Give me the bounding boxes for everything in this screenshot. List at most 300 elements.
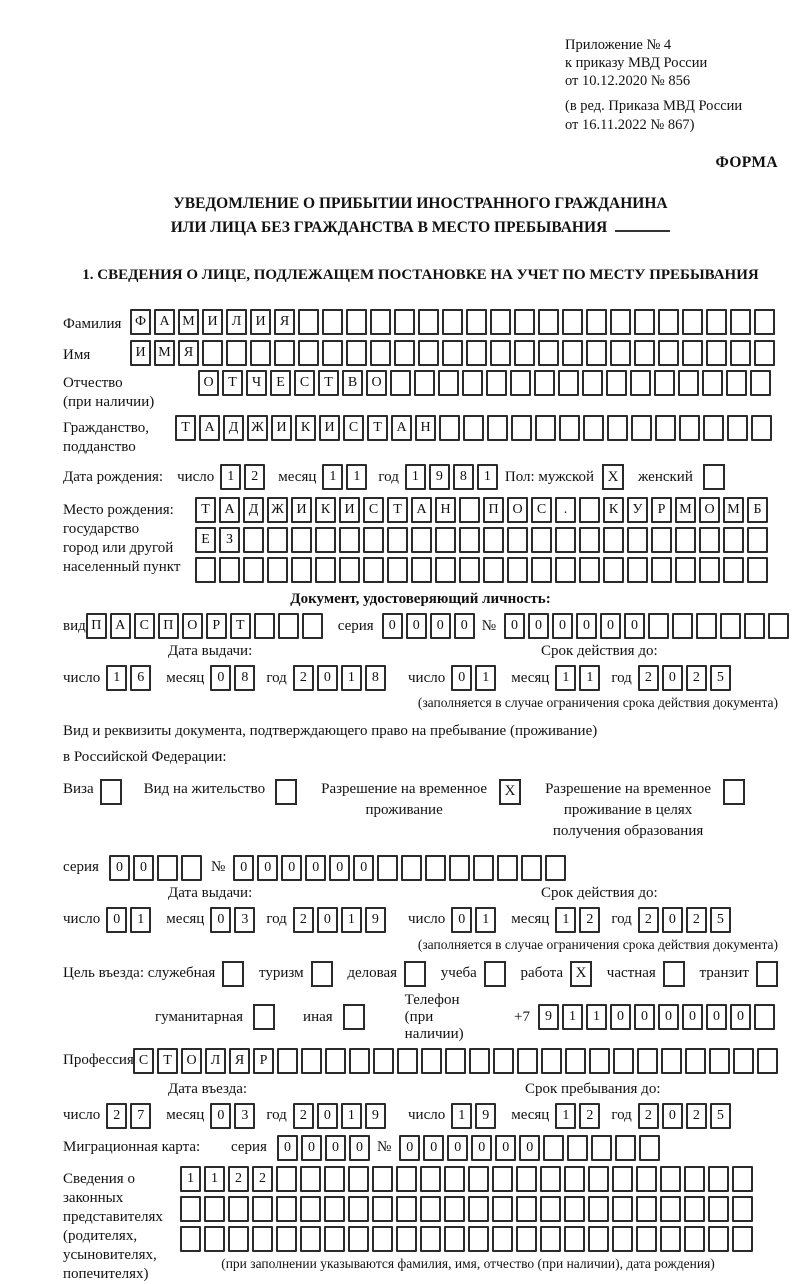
form-cell[interactable]: 0: [706, 1004, 727, 1030]
form-cell[interactable]: [545, 855, 566, 881]
form-cell[interactable]: [204, 1226, 225, 1252]
form-cell[interactable]: [267, 557, 288, 583]
form-cell[interactable]: [726, 370, 747, 396]
form-cell[interactable]: 9: [429, 464, 450, 490]
form-cell[interactable]: [463, 415, 484, 441]
form-cell[interactable]: [708, 1196, 729, 1222]
form-cell[interactable]: 1: [341, 1103, 362, 1129]
form-cell[interactable]: [679, 415, 700, 441]
form-cell[interactable]: [372, 1196, 393, 1222]
form-cell[interactable]: О: [182, 613, 203, 639]
form-cell[interactable]: Ж: [267, 497, 288, 523]
form-cell[interactable]: 0: [552, 613, 573, 639]
form-cell[interactable]: [459, 527, 480, 553]
form-cell[interactable]: 1: [477, 464, 498, 490]
purpose-transit-checkbox[interactable]: [756, 961, 778, 987]
form-cell[interactable]: [651, 557, 672, 583]
form-cell[interactable]: [579, 557, 600, 583]
form-cell[interactable]: [414, 370, 435, 396]
form-cell[interactable]: А: [219, 497, 240, 523]
form-cell[interactable]: [675, 527, 696, 553]
form-cell[interactable]: 2: [638, 665, 659, 691]
form-cell[interactable]: [612, 1196, 633, 1222]
form-cell[interactable]: [276, 1196, 297, 1222]
form-cell[interactable]: [615, 1135, 636, 1161]
form-cell[interactable]: Н: [435, 497, 456, 523]
form-cell[interactable]: И: [271, 415, 292, 441]
form-cell[interactable]: [425, 855, 446, 881]
form-cell[interactable]: [278, 613, 299, 639]
form-cell[interactable]: О: [181, 1048, 202, 1074]
form-cell[interactable]: У: [627, 497, 648, 523]
form-cell[interactable]: Т: [318, 370, 339, 396]
form-cell[interactable]: 1: [586, 1004, 607, 1030]
form-cell[interactable]: [564, 1196, 585, 1222]
form-cell[interactable]: [469, 1048, 490, 1074]
form-cell[interactable]: [699, 527, 720, 553]
form-cell[interactable]: Ч: [246, 370, 267, 396]
form-cell[interactable]: [586, 309, 607, 335]
form-cell[interactable]: 1: [106, 665, 127, 691]
form-cell[interactable]: [744, 613, 765, 639]
form-cell[interactable]: [651, 527, 672, 553]
form-cell[interactable]: [564, 1226, 585, 1252]
form-cell[interactable]: [373, 1048, 394, 1074]
form-cell[interactable]: [658, 309, 679, 335]
form-cell[interactable]: 0: [730, 1004, 751, 1030]
form-cell[interactable]: [589, 1048, 610, 1074]
form-cell[interactable]: И: [202, 309, 223, 335]
form-cell[interactable]: [606, 370, 627, 396]
form-cell[interactable]: [219, 557, 240, 583]
form-cell[interactable]: [531, 527, 552, 553]
form-cell[interactable]: 2: [579, 907, 600, 933]
form-cell[interactable]: [394, 340, 415, 366]
form-cell[interactable]: В: [342, 370, 363, 396]
form-cell[interactable]: 7: [130, 1103, 151, 1129]
form-cell[interactable]: [751, 415, 772, 441]
form-cell[interactable]: [685, 1048, 706, 1074]
form-cell[interactable]: 9: [475, 1103, 496, 1129]
form-cell[interactable]: [531, 557, 552, 583]
form-cell[interactable]: [180, 1226, 201, 1252]
form-cell[interactable]: [339, 557, 360, 583]
form-cell[interactable]: [648, 613, 669, 639]
form-cell[interactable]: [507, 557, 528, 583]
form-cell[interactable]: С: [133, 1048, 154, 1074]
form-cell[interactable]: [348, 1226, 369, 1252]
form-cell[interactable]: [442, 309, 463, 335]
form-cell[interactable]: 0: [210, 907, 231, 933]
form-cell[interactable]: 0: [423, 1135, 444, 1161]
form-cell[interactable]: [396, 1226, 417, 1252]
form-cell[interactable]: [363, 557, 384, 583]
form-cell[interactable]: [610, 309, 631, 335]
form-cell[interactable]: [534, 370, 555, 396]
form-cell[interactable]: [473, 855, 494, 881]
form-cell[interactable]: 1: [346, 464, 367, 490]
form-cell[interactable]: 1: [204, 1166, 225, 1192]
form-cell[interactable]: К: [603, 497, 624, 523]
form-cell[interactable]: 0: [281, 855, 302, 881]
form-cell[interactable]: 3: [234, 1103, 255, 1129]
form-cell[interactable]: И: [250, 309, 271, 335]
form-cell[interactable]: [706, 309, 727, 335]
form-cell[interactable]: [420, 1226, 441, 1252]
purpose-official-checkbox[interactable]: [222, 961, 244, 987]
form-cell[interactable]: Я: [229, 1048, 250, 1074]
form-cell[interactable]: [483, 527, 504, 553]
form-cell[interactable]: 0: [353, 855, 374, 881]
form-cell[interactable]: [543, 1135, 564, 1161]
form-cell[interactable]: [459, 557, 480, 583]
form-cell[interactable]: [397, 1048, 418, 1074]
form-cell[interactable]: [315, 527, 336, 553]
form-cell[interactable]: 5: [710, 907, 731, 933]
form-cell[interactable]: [411, 557, 432, 583]
form-cell[interactable]: [603, 527, 624, 553]
form-cell[interactable]: Т: [195, 497, 216, 523]
form-cell[interactable]: 0: [210, 665, 231, 691]
purpose-business-checkbox[interactable]: [404, 961, 426, 987]
form-cell[interactable]: [516, 1166, 537, 1192]
form-cell[interactable]: 0: [430, 613, 451, 639]
form-cell[interactable]: [445, 1048, 466, 1074]
form-cell[interactable]: [276, 1226, 297, 1252]
form-cell[interactable]: [442, 340, 463, 366]
form-cell[interactable]: [610, 340, 631, 366]
form-cell[interactable]: [708, 1226, 729, 1252]
form-cell[interactable]: [492, 1166, 513, 1192]
form-cell[interactable]: [387, 527, 408, 553]
form-cell[interactable]: [636, 1196, 657, 1222]
form-cell[interactable]: Р: [651, 497, 672, 523]
form-cell[interactable]: [243, 557, 264, 583]
form-cell[interactable]: [655, 415, 676, 441]
form-cell[interactable]: [612, 1226, 633, 1252]
form-cell[interactable]: 0: [576, 613, 597, 639]
form-cell[interactable]: 2: [293, 1103, 314, 1129]
form-cell[interactable]: [274, 340, 295, 366]
form-cell[interactable]: [564, 1166, 585, 1192]
form-cell[interactable]: [706, 340, 727, 366]
form-cell[interactable]: [514, 340, 535, 366]
form-cell[interactable]: [277, 1048, 298, 1074]
form-cell[interactable]: О: [366, 370, 387, 396]
form-cell[interactable]: 1: [220, 464, 241, 490]
form-cell[interactable]: 0: [329, 855, 350, 881]
form-cell[interactable]: [418, 309, 439, 335]
form-cell[interactable]: 1: [130, 907, 151, 933]
form-cell[interactable]: О: [198, 370, 219, 396]
form-cell[interactable]: Т: [367, 415, 388, 441]
form-cell[interactable]: [459, 497, 480, 523]
form-cell[interactable]: 0: [662, 907, 683, 933]
form-cell[interactable]: А: [110, 613, 131, 639]
form-cell[interactable]: 0: [519, 1135, 540, 1161]
form-cell[interactable]: 2: [686, 665, 707, 691]
form-cell[interactable]: 0: [504, 613, 525, 639]
form-cell[interactable]: 9: [365, 1103, 386, 1129]
form-cell[interactable]: 1: [475, 907, 496, 933]
form-cell[interactable]: 0: [528, 613, 549, 639]
form-cell[interactable]: 6: [130, 665, 151, 691]
form-cell[interactable]: С: [134, 613, 155, 639]
form-cell[interactable]: [483, 557, 504, 583]
form-cell[interactable]: 3: [234, 907, 255, 933]
purpose-study-checkbox[interactable]: [484, 961, 506, 987]
form-cell[interactable]: [579, 497, 600, 523]
form-cell[interactable]: 2: [106, 1103, 127, 1129]
form-cell[interactable]: [363, 527, 384, 553]
form-cell[interactable]: [658, 340, 679, 366]
form-cell[interactable]: [732, 1226, 753, 1252]
form-cell[interactable]: С: [294, 370, 315, 396]
form-cell[interactable]: Ж: [247, 415, 268, 441]
form-cell[interactable]: 0: [451, 665, 472, 691]
form-cell[interactable]: 1: [341, 665, 362, 691]
form-cell[interactable]: Е: [195, 527, 216, 553]
form-cell[interactable]: К: [295, 415, 316, 441]
form-cell[interactable]: М: [723, 497, 744, 523]
form-cell[interactable]: 8: [453, 464, 474, 490]
form-cell[interactable]: М: [154, 340, 175, 366]
form-cell[interactable]: [516, 1226, 537, 1252]
form-cell[interactable]: [493, 1048, 514, 1074]
form-cell[interactable]: С: [343, 415, 364, 441]
form-cell[interactable]: И: [339, 497, 360, 523]
form-cell[interactable]: [497, 855, 518, 881]
form-cell[interactable]: 0: [662, 665, 683, 691]
form-cell[interactable]: [747, 527, 768, 553]
form-cell[interactable]: [682, 340, 703, 366]
form-cell[interactable]: [754, 309, 775, 335]
form-cell[interactable]: 2: [252, 1166, 273, 1192]
form-cell[interactable]: [723, 527, 744, 553]
form-cell[interactable]: 0: [682, 1004, 703, 1030]
form-cell[interactable]: Т: [175, 415, 196, 441]
form-cell[interactable]: 0: [233, 855, 254, 881]
form-cell[interactable]: 1: [405, 464, 426, 490]
form-cell[interactable]: 0: [600, 613, 621, 639]
form-cell[interactable]: [252, 1196, 273, 1222]
form-cell[interactable]: [720, 613, 741, 639]
form-cell[interactable]: 0: [610, 1004, 631, 1030]
residence-permit-checkbox[interactable]: [275, 779, 297, 805]
form-cell[interactable]: [627, 527, 648, 553]
form-cell[interactable]: [324, 1166, 345, 1192]
form-cell[interactable]: 2: [638, 907, 659, 933]
form-cell[interactable]: [634, 309, 655, 335]
temp-residence-edu-checkbox[interactable]: [723, 779, 745, 805]
form-cell[interactable]: [390, 370, 411, 396]
form-cell[interactable]: К: [315, 497, 336, 523]
form-cell[interactable]: [339, 527, 360, 553]
form-cell[interactable]: [768, 613, 789, 639]
form-cell[interactable]: [348, 1166, 369, 1192]
form-cell[interactable]: 9: [365, 907, 386, 933]
form-cell[interactable]: П: [86, 613, 107, 639]
form-cell[interactable]: [567, 1135, 588, 1161]
form-cell[interactable]: [468, 1226, 489, 1252]
form-cell[interactable]: [586, 340, 607, 366]
form-cell[interactable]: [675, 557, 696, 583]
form-cell[interactable]: 1: [555, 907, 576, 933]
form-cell[interactable]: [486, 370, 507, 396]
form-cell[interactable]: [204, 1196, 225, 1222]
form-cell[interactable]: 0: [399, 1135, 420, 1161]
form-cell[interactable]: [449, 855, 470, 881]
form-cell[interactable]: [439, 415, 460, 441]
form-cell[interactable]: [300, 1196, 321, 1222]
form-cell[interactable]: [709, 1048, 730, 1074]
form-cell[interactable]: [579, 527, 600, 553]
form-cell[interactable]: [420, 1166, 441, 1192]
form-cell[interactable]: [678, 370, 699, 396]
form-cell[interactable]: [462, 370, 483, 396]
form-cell[interactable]: [325, 1048, 346, 1074]
form-cell[interactable]: [444, 1226, 465, 1252]
form-cell[interactable]: [300, 1166, 321, 1192]
form-cell[interactable]: Т: [387, 497, 408, 523]
form-cell[interactable]: [507, 527, 528, 553]
form-cell[interactable]: [733, 1048, 754, 1074]
form-cell[interactable]: [396, 1166, 417, 1192]
form-cell[interactable]: [684, 1196, 705, 1222]
form-cell[interactable]: [636, 1226, 657, 1252]
form-cell[interactable]: 0: [133, 855, 154, 881]
form-cell[interactable]: 0: [471, 1135, 492, 1161]
form-cell[interactable]: [588, 1226, 609, 1252]
form-cell[interactable]: И: [130, 340, 151, 366]
form-cell[interactable]: [696, 613, 717, 639]
purpose-tourism-checkbox[interactable]: [311, 961, 333, 987]
form-cell[interactable]: [754, 1004, 775, 1030]
form-cell[interactable]: С: [363, 497, 384, 523]
form-cell[interactable]: С: [531, 497, 552, 523]
form-cell[interactable]: [588, 1166, 609, 1192]
form-cell[interactable]: [634, 340, 655, 366]
form-cell[interactable]: [226, 340, 247, 366]
form-cell[interactable]: Т: [157, 1048, 178, 1074]
form-cell[interactable]: [298, 309, 319, 335]
form-cell[interactable]: 0: [662, 1103, 683, 1129]
form-cell[interactable]: [468, 1196, 489, 1222]
form-cell[interactable]: [562, 309, 583, 335]
form-cell[interactable]: 2: [638, 1103, 659, 1129]
form-cell[interactable]: [730, 340, 751, 366]
form-cell[interactable]: [730, 309, 751, 335]
form-cell[interactable]: [672, 613, 693, 639]
form-cell[interactable]: [757, 1048, 778, 1074]
form-cell[interactable]: [702, 370, 723, 396]
form-cell[interactable]: 0: [210, 1103, 231, 1129]
form-cell[interactable]: 0: [454, 613, 475, 639]
purpose-humanitarian-checkbox[interactable]: [253, 1004, 275, 1030]
form-cell[interactable]: [377, 855, 398, 881]
form-cell[interactable]: И: [291, 497, 312, 523]
sex-female-checkbox[interactable]: [703, 464, 725, 490]
form-cell[interactable]: 0: [257, 855, 278, 881]
form-cell[interactable]: [322, 340, 343, 366]
form-cell[interactable]: 1: [341, 907, 362, 933]
form-cell[interactable]: [276, 1166, 297, 1192]
form-cell[interactable]: [565, 1048, 586, 1074]
form-cell[interactable]: 1: [555, 665, 576, 691]
form-cell[interactable]: Р: [206, 613, 227, 639]
form-cell[interactable]: [654, 370, 675, 396]
form-cell[interactable]: [583, 415, 604, 441]
form-cell[interactable]: [630, 370, 651, 396]
form-cell[interactable]: [468, 1166, 489, 1192]
form-cell[interactable]: [444, 1166, 465, 1192]
form-cell[interactable]: [510, 370, 531, 396]
form-cell[interactable]: 1: [579, 665, 600, 691]
form-cell[interactable]: [684, 1166, 705, 1192]
form-cell[interactable]: 0: [349, 1135, 370, 1161]
form-cell[interactable]: [324, 1196, 345, 1222]
purpose-other-checkbox[interactable]: [343, 1004, 365, 1030]
form-cell[interactable]: [541, 1048, 562, 1074]
form-cell[interactable]: [301, 1048, 322, 1074]
form-cell[interactable]: [603, 557, 624, 583]
form-cell[interactable]: [540, 1166, 561, 1192]
form-cell[interactable]: [661, 1048, 682, 1074]
form-cell[interactable]: [421, 1048, 442, 1074]
form-cell[interactable]: Л: [205, 1048, 226, 1074]
form-cell[interactable]: [521, 855, 542, 881]
temp-residence-checkbox[interactable]: X: [499, 779, 521, 805]
form-cell[interactable]: 0: [624, 613, 645, 639]
form-cell[interactable]: А: [154, 309, 175, 335]
form-cell[interactable]: О: [507, 497, 528, 523]
form-cell[interactable]: 0: [495, 1135, 516, 1161]
form-cell[interactable]: [349, 1048, 370, 1074]
form-cell[interactable]: 1: [180, 1166, 201, 1192]
form-cell[interactable]: [252, 1226, 273, 1252]
form-cell[interactable]: [466, 340, 487, 366]
form-cell[interactable]: [372, 1226, 393, 1252]
form-cell[interactable]: [514, 309, 535, 335]
form-cell[interactable]: [559, 415, 580, 441]
form-cell[interactable]: Т: [230, 613, 251, 639]
form-cell[interactable]: [243, 527, 264, 553]
form-cell[interactable]: 1: [475, 665, 496, 691]
form-cell[interactable]: Б: [747, 497, 768, 523]
form-cell[interactable]: П: [158, 613, 179, 639]
form-cell[interactable]: [254, 613, 275, 639]
form-cell[interactable]: [418, 340, 439, 366]
form-cell[interactable]: [370, 309, 391, 335]
form-cell[interactable]: [732, 1166, 753, 1192]
form-cell[interactable]: [582, 370, 603, 396]
form-cell[interactable]: [708, 1166, 729, 1192]
form-cell[interactable]: [372, 1166, 393, 1192]
form-cell[interactable]: [302, 613, 323, 639]
form-cell[interactable]: 0: [277, 1135, 298, 1161]
form-cell[interactable]: 1: [451, 1103, 472, 1129]
form-cell[interactable]: 0: [301, 1135, 322, 1161]
form-cell[interactable]: [699, 557, 720, 583]
form-cell[interactable]: [322, 309, 343, 335]
form-cell[interactable]: [401, 855, 422, 881]
form-cell[interactable]: [682, 309, 703, 335]
form-cell[interactable]: 2: [244, 464, 265, 490]
form-cell[interactable]: Л: [226, 309, 247, 335]
sex-male-checkbox[interactable]: X: [602, 464, 624, 490]
form-cell[interactable]: 9: [538, 1004, 559, 1030]
form-cell[interactable]: [555, 527, 576, 553]
